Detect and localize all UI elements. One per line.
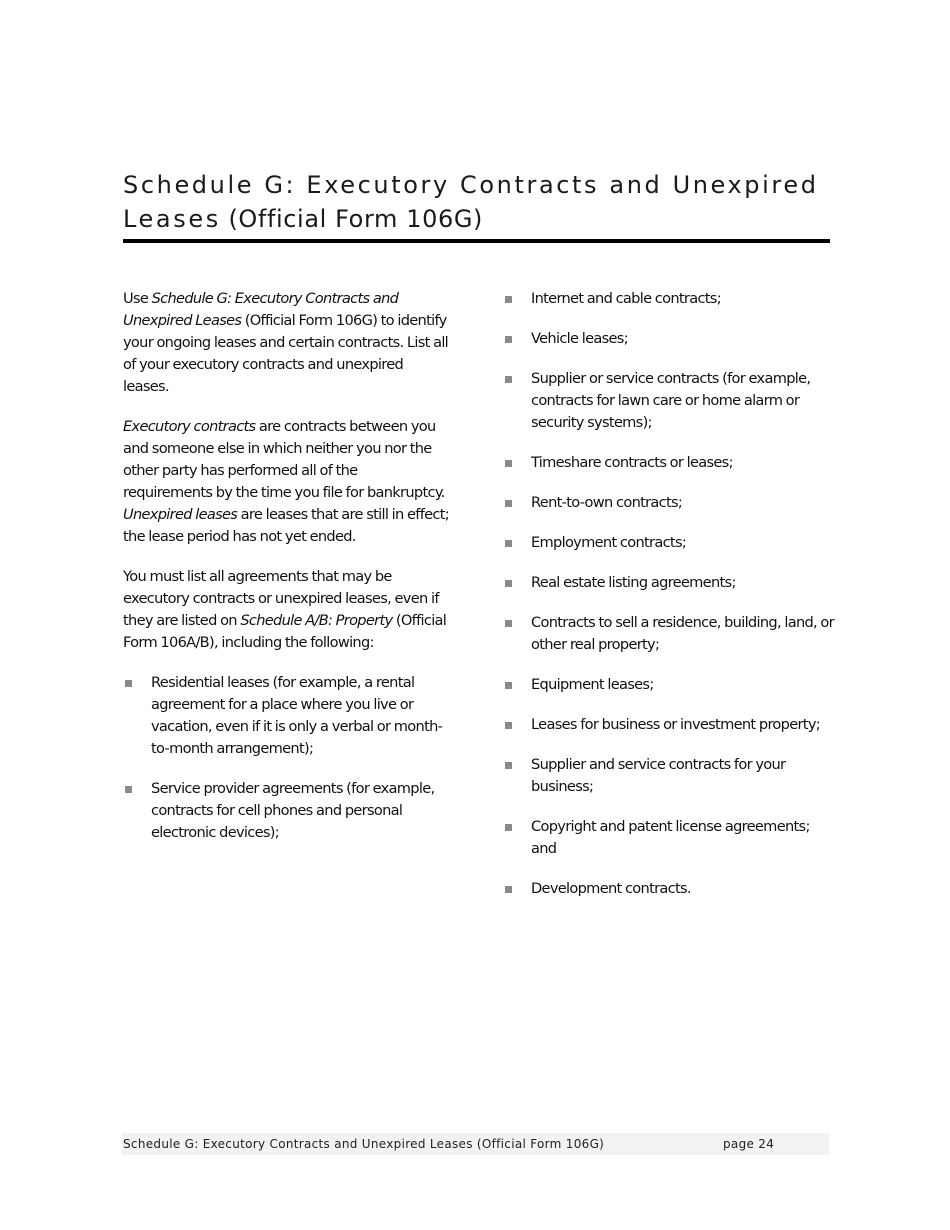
square-bullet-icon: [505, 886, 512, 893]
page-title: [123, 168, 830, 243]
title-form-number: (Official Form 106G): [228, 205, 483, 233]
list-item-text: Supplier or service contracts (for example, contracts for lawn care or home alarm or security systems);: [531, 370, 811, 431]
instruction-paragraph: [123, 566, 450, 654]
page-footer: [122, 1133, 829, 1155]
title-line-1: Schedule G: Executory Contracts and Unexpired: [123, 171, 819, 199]
square-bullet-icon: [505, 580, 512, 587]
list-item-text: Supplier and service contracts for your business;: [531, 756, 786, 795]
square-bullet-icon: [505, 722, 512, 729]
title-line-2: [123, 202, 830, 236]
square-bullet-icon: [505, 682, 512, 689]
list-item-text: Service provider agreements (for example, contracts for cell phones and personal electronic devices);: [151, 780, 435, 841]
list-item: [503, 714, 838, 736]
list-item-text: Equipment leases;: [531, 676, 654, 693]
list-item: [123, 672, 450, 760]
list-item-text: Leases for business or investment property;: [531, 716, 820, 733]
right-column: [503, 288, 838, 918]
instruction-text-c: (Official Form 106A/B), including the following:: [123, 612, 447, 651]
left-column: [123, 288, 450, 862]
square-bullet-icon: [505, 460, 512, 467]
footer-title: Schedule G: Executory Contracts and Unexpired Leases (Official Form 106G): [123, 1137, 605, 1151]
list-item: [503, 754, 838, 798]
list-item-text: Development contracts.: [531, 880, 691, 897]
definition-text-d: are leases that are still in effect; the lease period has not yet ended.: [123, 506, 449, 545]
list-item: [503, 532, 838, 554]
list-item-text: Copyright and patent license agreements; and: [531, 818, 810, 857]
square-bullet-icon: [505, 620, 512, 627]
term-executory-contracts: Executory contracts: [123, 418, 256, 435]
list-item-text: Employment contracts;: [531, 534, 687, 551]
instruction-text-a: You must list all agreements that may be executory contracts or unexpired leases, even if they are listed on: [123, 568, 439, 629]
square-bullet-icon: [505, 296, 512, 303]
list-item-text: Residential leases (for example, a rental agreement for a place where you live or vacation, even if it is only a verbal or month-to-month arrangement);: [151, 674, 443, 757]
list-item: [503, 572, 838, 594]
left-bullet-list: [123, 672, 450, 844]
definition-paragraph: [123, 416, 450, 548]
schedule-ab-name: Schedule A/B: Property: [240, 612, 393, 629]
right-bullet-list: [503, 288, 838, 900]
list-item: [503, 288, 838, 310]
list-item: [503, 612, 838, 656]
intro-schedule-name: Schedule G: Executory Contracts and Unexpired Leases: [123, 290, 399, 329]
list-item-text: Rent-to-own contracts;: [531, 494, 683, 511]
square-bullet-icon: [505, 500, 512, 507]
list-item-text: Real estate listing agreements;: [531, 574, 736, 591]
square-bullet-icon: [505, 376, 512, 383]
list-item: [503, 452, 838, 474]
square-bullet-icon: [125, 786, 132, 793]
list-item-text: Timeshare contracts or leases;: [531, 454, 733, 471]
list-item-text: Vehicle leases;: [531, 330, 628, 347]
square-bullet-icon: [505, 824, 512, 831]
square-bullet-icon: [505, 762, 512, 769]
square-bullet-icon: [505, 336, 512, 343]
page-number: page 24: [723, 1137, 775, 1151]
intro-text-c: (Official Form 106G) to identify your ongoing leases and certain contracts. List all of your executory contracts and unexpired leases.: [123, 312, 449, 395]
term-unexpired-leases: Unexpired leases: [123, 506, 238, 523]
list-item: [503, 328, 838, 350]
list-item-text: Internet and cable contracts;: [531, 290, 721, 307]
list-item: [503, 878, 838, 900]
list-item: [503, 492, 838, 514]
list-item: [123, 778, 450, 844]
list-item-text: Contracts to sell a residence, building, land, or other real property;: [531, 614, 834, 653]
intro-text-a: Use: [123, 290, 152, 307]
intro-paragraph: [123, 288, 450, 398]
list-item: [503, 368, 838, 434]
definition-text-b: are contracts between you and someone else in which neither you nor the other party has performed all of the requirements by the time you file for bankruptcy.: [123, 418, 445, 501]
title-leases-word: Leases: [123, 205, 221, 233]
list-item: [503, 674, 838, 696]
square-bullet-icon: [505, 540, 512, 547]
list-item: [503, 816, 838, 860]
square-bullet-icon: [125, 680, 132, 687]
